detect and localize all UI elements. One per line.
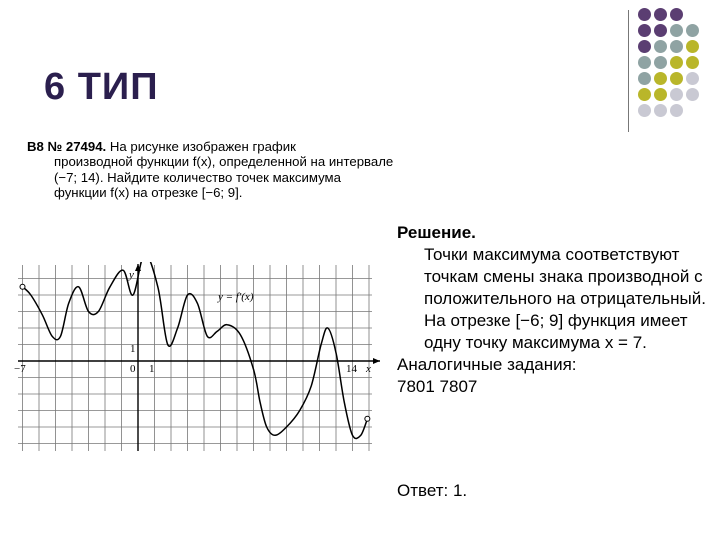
decor-dot: [686, 40, 699, 53]
solution-body: Точки максимума соответствуют точкам смены знака производной с положительного на отрицательный. На отрезке [−6; 9] функция имеет одну точку максимума x = 7.: [424, 245, 706, 352]
solution-block: [397, 222, 717, 398]
derivative-curve: [23, 262, 368, 438]
decor-dot: [638, 24, 651, 37]
solution-heading: Решение.: [397, 223, 476, 242]
decor-dot: [670, 24, 683, 37]
decor-dot: [638, 40, 651, 53]
tick-label-x-max: 14: [346, 363, 357, 375]
decor-dot: [638, 8, 651, 21]
decor-dot: [638, 88, 651, 101]
problem-first-line: [27, 139, 397, 154]
tick-label-x-min: −7: [14, 363, 26, 375]
decor-dot: [654, 8, 667, 21]
decor-dot: [654, 72, 667, 85]
decor-dot: [670, 104, 683, 117]
decor-dot: [638, 72, 651, 85]
tick-label-origin: 0: [130, 363, 136, 375]
tick-label-y-one: 1: [130, 343, 136, 355]
decor-dot: [638, 104, 651, 117]
problem-statement: [27, 139, 397, 201]
decor-dot: [654, 40, 667, 53]
tick-label-x-one: 1: [149, 363, 155, 375]
function-label: y = f′(x): [218, 291, 254, 303]
decor-dot: [654, 56, 667, 69]
problem-body: производной функции f(x), определенной на интервале (−7; 14). Найдите количество точек максимума функции f(x) на отрезке [−6; 9].: [54, 154, 394, 201]
x-axis-arrow: [373, 358, 380, 364]
decor-dot: [638, 56, 651, 69]
decor-divider: [628, 10, 629, 132]
decor-dot: [686, 24, 699, 37]
decor-dot: [670, 56, 683, 69]
analogs-label: Аналогичные задания:: [397, 355, 577, 374]
problem-number: B8 № 27494.: [27, 139, 107, 154]
graph-grid: [18, 265, 372, 451]
decor-dot: [670, 72, 683, 85]
problem-first-text: На рисунке изображен график: [109, 139, 296, 154]
decor-dot: [654, 104, 667, 117]
decor-dot: [670, 88, 683, 101]
derivative-graph: [14, 262, 384, 454]
slide-title: 6 ТИП: [44, 66, 159, 108]
decor-dot: [654, 88, 667, 101]
decor-dot: [686, 72, 699, 85]
answer-text: Ответ: 1.: [397, 481, 468, 500]
curve-start-point: [20, 284, 25, 289]
y-axis-label: y: [129, 269, 134, 281]
decor-dot: [654, 24, 667, 37]
decor-dot: [686, 88, 699, 101]
decor-dot: [686, 56, 699, 69]
decor-dot: [670, 8, 683, 21]
curve-end-point: [365, 416, 370, 421]
analogs-list: 7801 7807: [397, 377, 478, 396]
decor-dot: [670, 40, 683, 53]
x-axis-label: x: [366, 363, 371, 375]
